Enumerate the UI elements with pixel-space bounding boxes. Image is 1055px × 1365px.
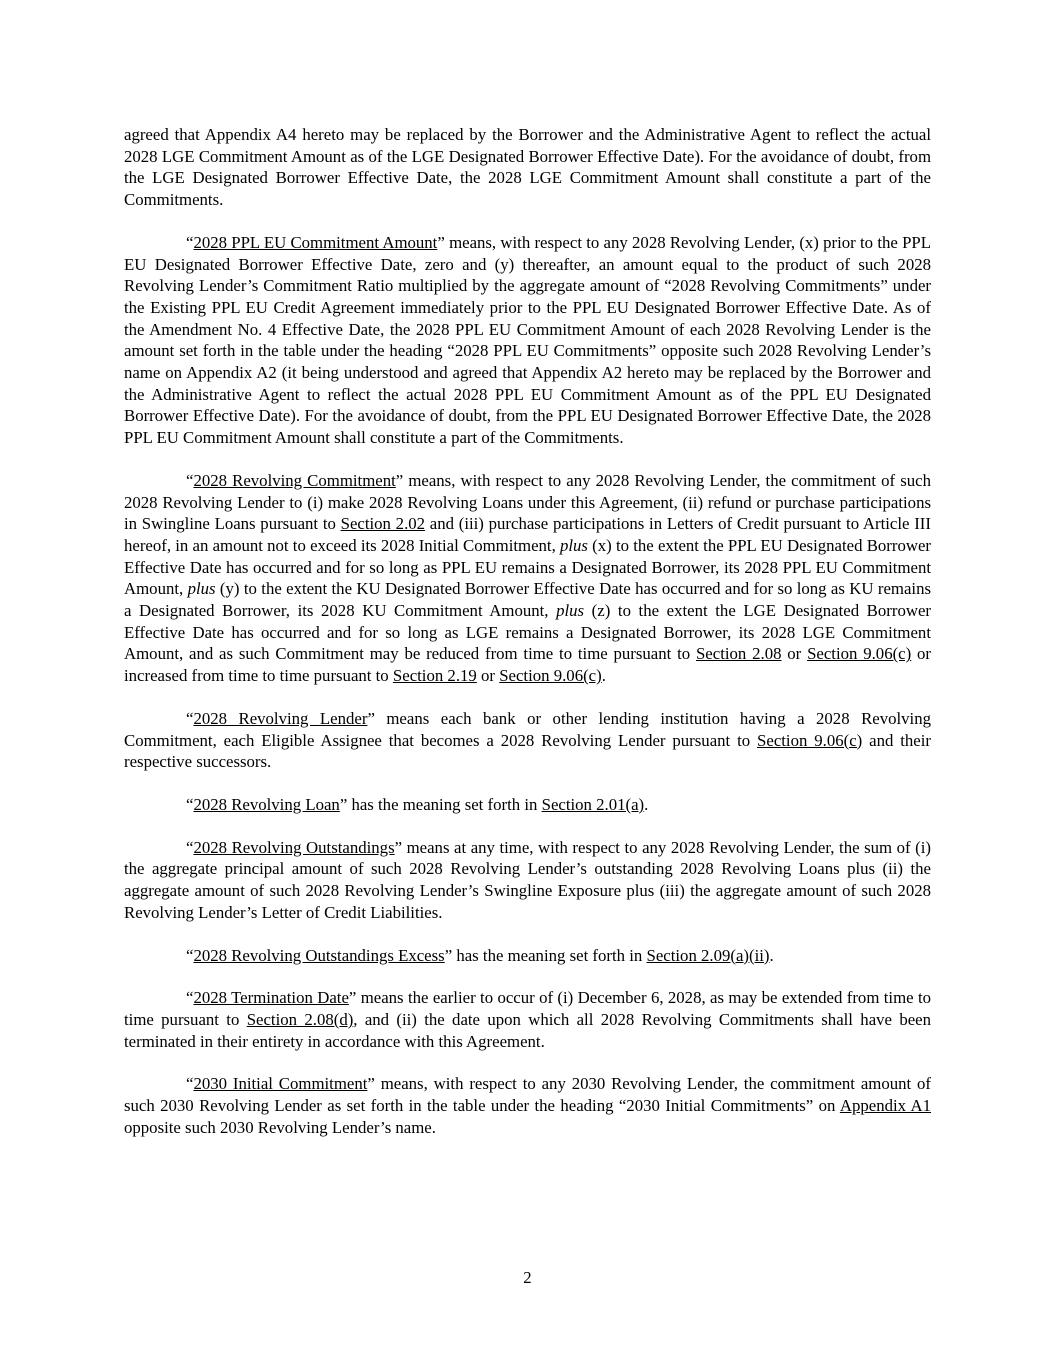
defined-term-reference: 2028 Termination Date bbox=[193, 988, 349, 1008]
defined-term-reference: Appendix A1 bbox=[839, 1096, 931, 1116]
body-text: “ bbox=[186, 988, 194, 1008]
body-text: and (iii) purchase participations in Letters of Credit pursuant to Article III hereof, in an amount not to exceed its 2028 Initial Commitment, bbox=[124, 514, 931, 555]
body-text: ” has the meaning set forth in bbox=[339, 794, 542, 814]
body-text: or bbox=[476, 666, 500, 686]
definition-2028-revolving-lender bbox=[124, 708, 931, 773]
emphasis-text: plus bbox=[187, 579, 216, 599]
body-text: ” means, with respect to any 2030 Revolving Lender, the commitment amount of such 2030 Revolving Lender as set forth in the table under the heading “2030 Initial Commitments” on bbox=[124, 1074, 931, 1116]
definition-2028-ppl-eu-commitment-amount bbox=[124, 232, 931, 449]
body-text: “ bbox=[186, 945, 194, 965]
body-text: “ bbox=[186, 232, 194, 252]
body-text: , and (ii) the date upon which all 2028 Revolving Commitments shall have been terminated in their entirety in accordance with this Agreement. bbox=[124, 1009, 931, 1051]
body-text: “ bbox=[186, 470, 194, 490]
body-text: ” means the earlier to occur of (i) December 6, 2028, as may be extended from time to time pursuant to bbox=[124, 988, 931, 1029]
body-text: (y) to the extent the KU Designated Borrower Effective Date has occurred and for so long as KU remains a Designated Borrower, its 2028 KU Commitment Amount, bbox=[124, 579, 932, 621]
body-text: “ bbox=[186, 1074, 194, 1094]
body-text: “ bbox=[186, 794, 194, 814]
body-text: (z) to the extent the LGE Designated Borrower Effective Date has occurred and for so long as LGE remains a Designated Borrower, its 2028 LGE Commitment Amount, and as such Commitment may be reduced from time to time pursuant to bbox=[124, 601, 931, 664]
body-text: . bbox=[644, 794, 649, 814]
body-text: ” means each bank or other lending institution having a 2028 Revolving Commitment, each Eligible Assignee that becomes a 2028 Revolving Lender pursuant to bbox=[124, 708, 931, 750]
page-number: 2 bbox=[523, 1268, 532, 1287]
body-text: “ bbox=[186, 837, 194, 857]
defined-term-reference: 2028 PPL EU Commitment Amount bbox=[193, 232, 438, 252]
body-text: (x) to the extent the PPL EU Designated Borrower Effective Date has occurred and for so long as PPL EU remains a Designated Borrower, its 2028 PPL EU Commitment Amount, bbox=[124, 535, 931, 599]
body-text: “ bbox=[186, 708, 194, 728]
definition-2030-initial-commitment bbox=[124, 1073, 931, 1138]
body-text: opposite such 2030 Revolving Lender’s name. bbox=[124, 1117, 436, 1137]
body-text: ” means, with respect to any 2028 Revolving Lender, the commitment of such 2028 Revolving Lender to (i) make 2028 Revolving Loans under this Agreement, (ii) refund or purchase participations in Swingline Loans pursuant to bbox=[124, 470, 931, 534]
definition-2028-revolving-outstandings bbox=[124, 837, 931, 924]
body-text: and their respective successors. bbox=[124, 730, 932, 772]
definition-2028-revolving-outstandings-excess bbox=[124, 945, 931, 967]
defined-term-reference: 2028 Revolving Outstandings bbox=[193, 837, 395, 857]
defined-term-reference: Section 9.06(c) bbox=[807, 644, 912, 664]
body-text: or increased from time to time pursuant to bbox=[124, 644, 931, 686]
emphasis-text: plus bbox=[559, 535, 588, 555]
body-text: . bbox=[769, 945, 774, 965]
defined-term-reference: Section 9.06(c) bbox=[757, 730, 863, 750]
emphasis-text: plus bbox=[556, 601, 585, 621]
defined-term-reference: Section 2.19 bbox=[392, 666, 477, 686]
defined-term-reference: Section 2.08 bbox=[695, 644, 782, 664]
body-text: ” means, with respect to any 2028 Revolving Lender, (x) prior to the PPL EU Designated Borrower Effective Date, zero and (y) thereafter, an amount equal to the product of such 2028 Revolving Lender’s Commitment Ratio multiplied by the aggregate amount of “2028 Revolving Commitments” under the Existing PPL EU Credit Agreement immediately prior to the PPL EU Designated Borrower Effective Date. As of the Amendment No. 4 Effective Date, the 2028 PPL EU Commitment Amount of each 2028 Revolving Lender is the amount set forth in the table under the heading “2028 PPL EU Commitments” opposite such 2028 Revolving Lender’s name on Appendix A2 (it being understood and agreed that Appendix A2 hereto may be replaced by the Borrower and the Administrative Agent to reflect the actual 2028 PPL EU Commitment Amount as of the PPL EU Designated Borrower Effective Date). For the avoidance of doubt, from the PPL EU Designated Borrower Effective Date, the 2028 PPL EU Commitment Amount shall constitute a part of the Commitments. bbox=[124, 232, 932, 448]
body-text: ” means at any time, with respect to any 2028 Revolving Lender, the sum of (i) the aggregate principal amount of such 2028 Revolving Lender’s outstanding 2028 Revolving Loans plus (ii) the aggregate amount of such 2028 Revolving Lender’s Swingline Exposure plus (iii) the aggregate amount of such 2028 Revolving Lender’s Letter of Credit Liabilities. bbox=[124, 837, 931, 922]
defined-term-reference: Section 2.02 bbox=[340, 514, 426, 534]
definition-2028-revolving-loan bbox=[124, 794, 931, 816]
defined-term-reference: 2028 Revolving Loan bbox=[193, 794, 340, 814]
defined-term-reference: 2028 Revolving Commitment bbox=[193, 470, 396, 490]
document-page bbox=[124, 124, 931, 1159]
defined-term-reference: 2028 Revolving Lender bbox=[193, 708, 368, 728]
defined-term-reference: 2028 Revolving Outstandings Excess bbox=[193, 945, 445, 965]
defined-term-reference: Section 2.01(a) bbox=[541, 794, 645, 814]
paragraph-lge-continuation bbox=[124, 124, 931, 211]
body-text: ” has the meaning set forth in bbox=[444, 945, 647, 965]
definition-2028-termination-date bbox=[124, 987, 931, 1052]
defined-term-reference: Section 2.09(a)(ii) bbox=[646, 945, 770, 965]
body-text: or bbox=[781, 644, 808, 664]
body-text: agreed that Appendix A4 hereto may be replaced by the Borrower and the Administrative Agent to reflect the actual 2028 LGE Commitment Amount as of the LGE Designated Borrower Effective Date). For the avoidance of doubt, from the LGE Designated Borrower Effective Date, the 2028 LGE Commitment Amount shall constitute a part of the Commitments. bbox=[124, 125, 931, 210]
definition-2028-revolving-commitment bbox=[124, 470, 931, 687]
defined-term-reference: Section 2.08(d) bbox=[246, 1009, 354, 1029]
defined-term-reference: Section 9.06(c) bbox=[499, 666, 602, 686]
defined-term-reference: 2030 Initial Commitment bbox=[193, 1074, 368, 1094]
body-text: . bbox=[601, 666, 606, 686]
